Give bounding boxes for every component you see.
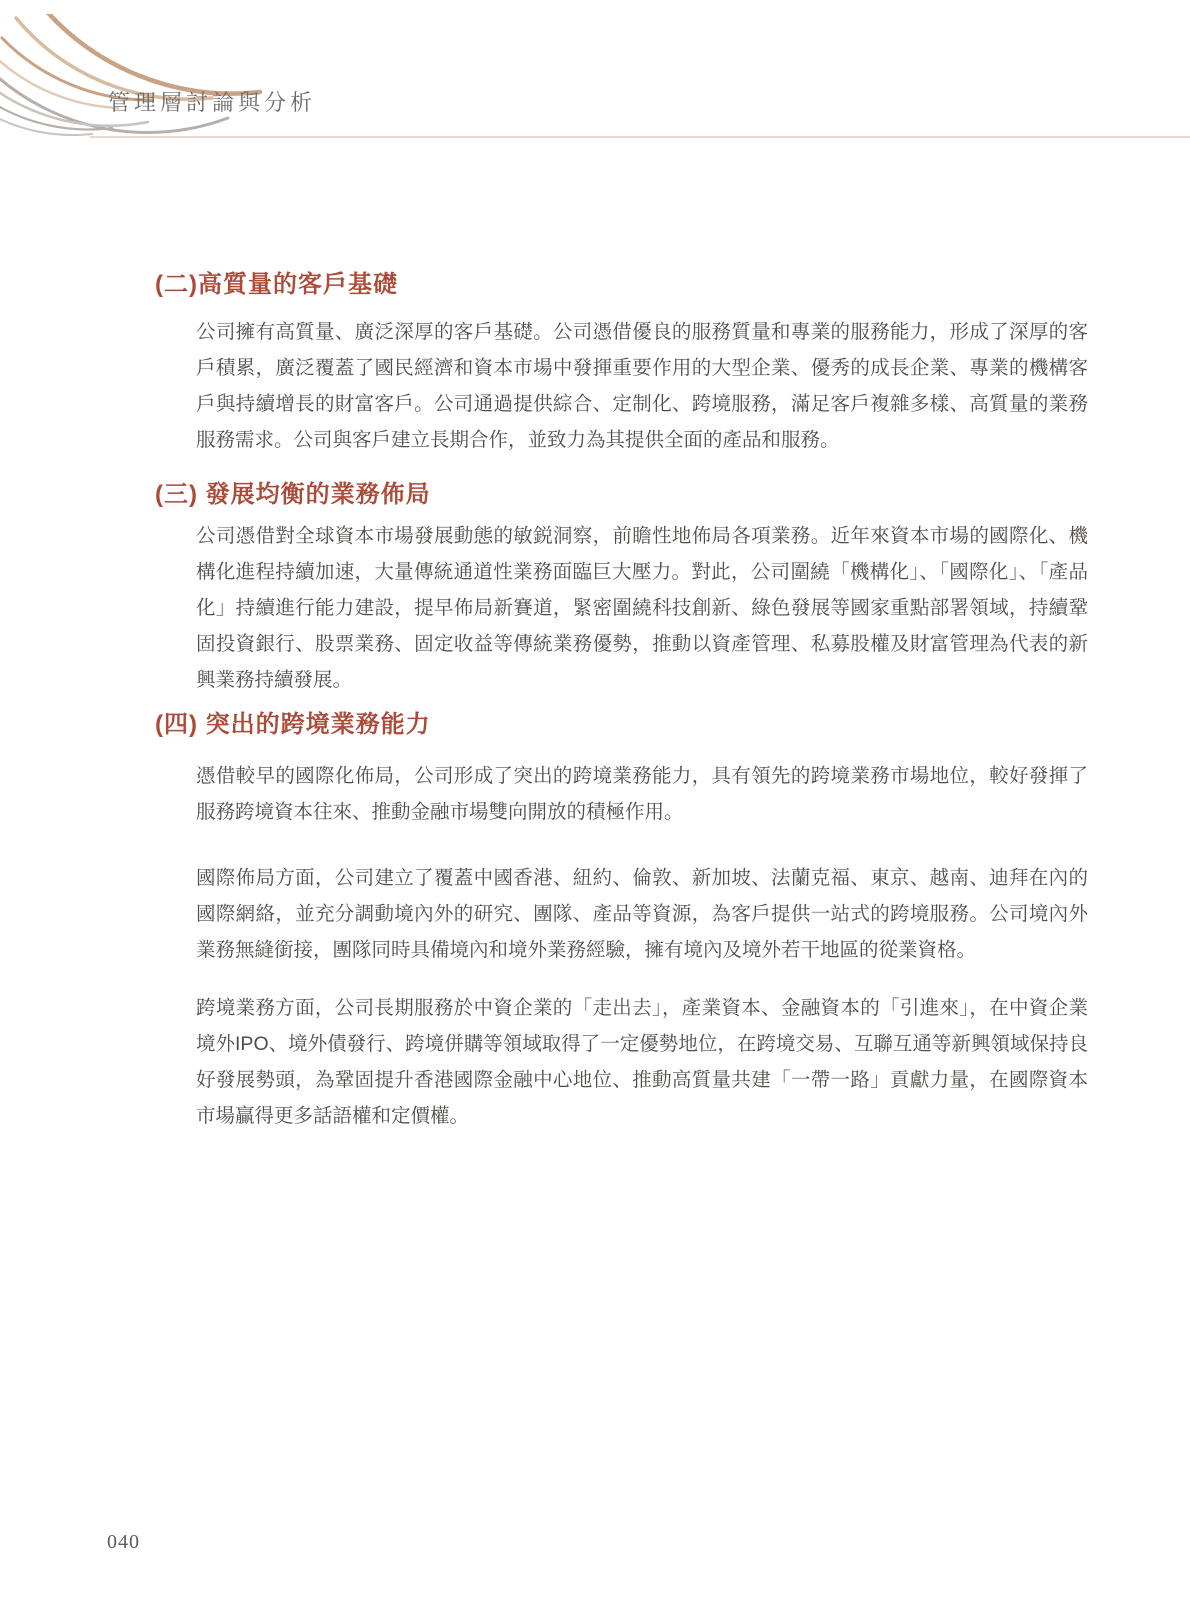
body-paragraph: 公司擁有高質量、廣泛深厚的客戶基礎。公司憑借優良的服務質量和專業的服務能力，形成了深厚的客戶積累，廣泛覆蓋了國民經濟和資本市場中發揮重要作用的大型企業、優秀的成長企業、專業的機構客戶與持續增長的財富客戶。公司通過提供綜合、定制化、跨境服務，滿足客戶複雜多樣、高質量的業務服務需求。公司與客戶建立長期合作，並致力為其提供全面的產品和服務。	[196, 321, 1088, 451]
section-heading-client-base: (二)高質量的客戶基礎	[155, 271, 398, 298]
section-client-base	[0, 270, 1190, 458]
page-number: 040	[107, 1531, 140, 1553]
body-paragraph: 跨境業務方面，公司長期服務於中資企業的「走出去」，產業資本、金融資本的「引進來」，在中資企業境外IPO、境外債發行、跨境併購等領域取得了一定優勢地位，在跨境交易、互聯互通等新興領域保持良好發展勢頭，為鞏固提升香港國際金融中心地位、推動高質量共建「一帶一路」貢獻力量，在國際資本市場贏得更多話語權和定價權。	[196, 997, 1088, 1127]
content-area	[0, 137, 1190, 1134]
section-balanced-business-layout	[0, 480, 1190, 698]
section-heading-cross-border: (四) 突出的跨境業務能力	[155, 711, 431, 738]
page-title: 管理層討論與分析	[108, 90, 317, 115]
body-paragraph: 國際佈局方面，公司建立了覆蓋中國香港、紐約、倫敦、新加坡、法蘭克福、東京、越南、迪拜在內的國際網絡，並充分調動境內外的研究、團隊、產品等資源，為客戶提供一站式的跨境服務。公司境內外業務無縫銜接，團隊同時具備境內和境外業務經驗，擁有境內及境外若干地區的從業資格。	[196, 867, 1088, 961]
section-heading-business-layout: (三) 發展均衡的業務佈局	[155, 481, 431, 508]
body-paragraph: 憑借較早的國際化佈局，公司形成了突出的跨境業務能力，具有領先的跨境業務市場地位，較好發揮了服務跨境資本往來、推動金融市場雙向開放的積極作用。	[196, 765, 1088, 823]
body-paragraph: 公司憑借對全球資本市場發展動態的敏鋭洞察，前瞻性地佈局各項業務。近年來資本市場的國際化、機構化進程持續加速，大量傳統通道性業務面臨巨大壓力。對此，公司圍繞「機構化」、「國際化」、「產品化」持續進行能力建設，提早佈局新賽道，緊密圍繞科技創新、綠色發展等國家重點部署領域，持續鞏固投資銀行、股票業務、固定收益等傳統業務優勢，推動以資產管理、私募股權及財富管理為代表的新興業務持續發展。	[196, 525, 1088, 691]
section-cross-border-capability	[0, 710, 1190, 1134]
